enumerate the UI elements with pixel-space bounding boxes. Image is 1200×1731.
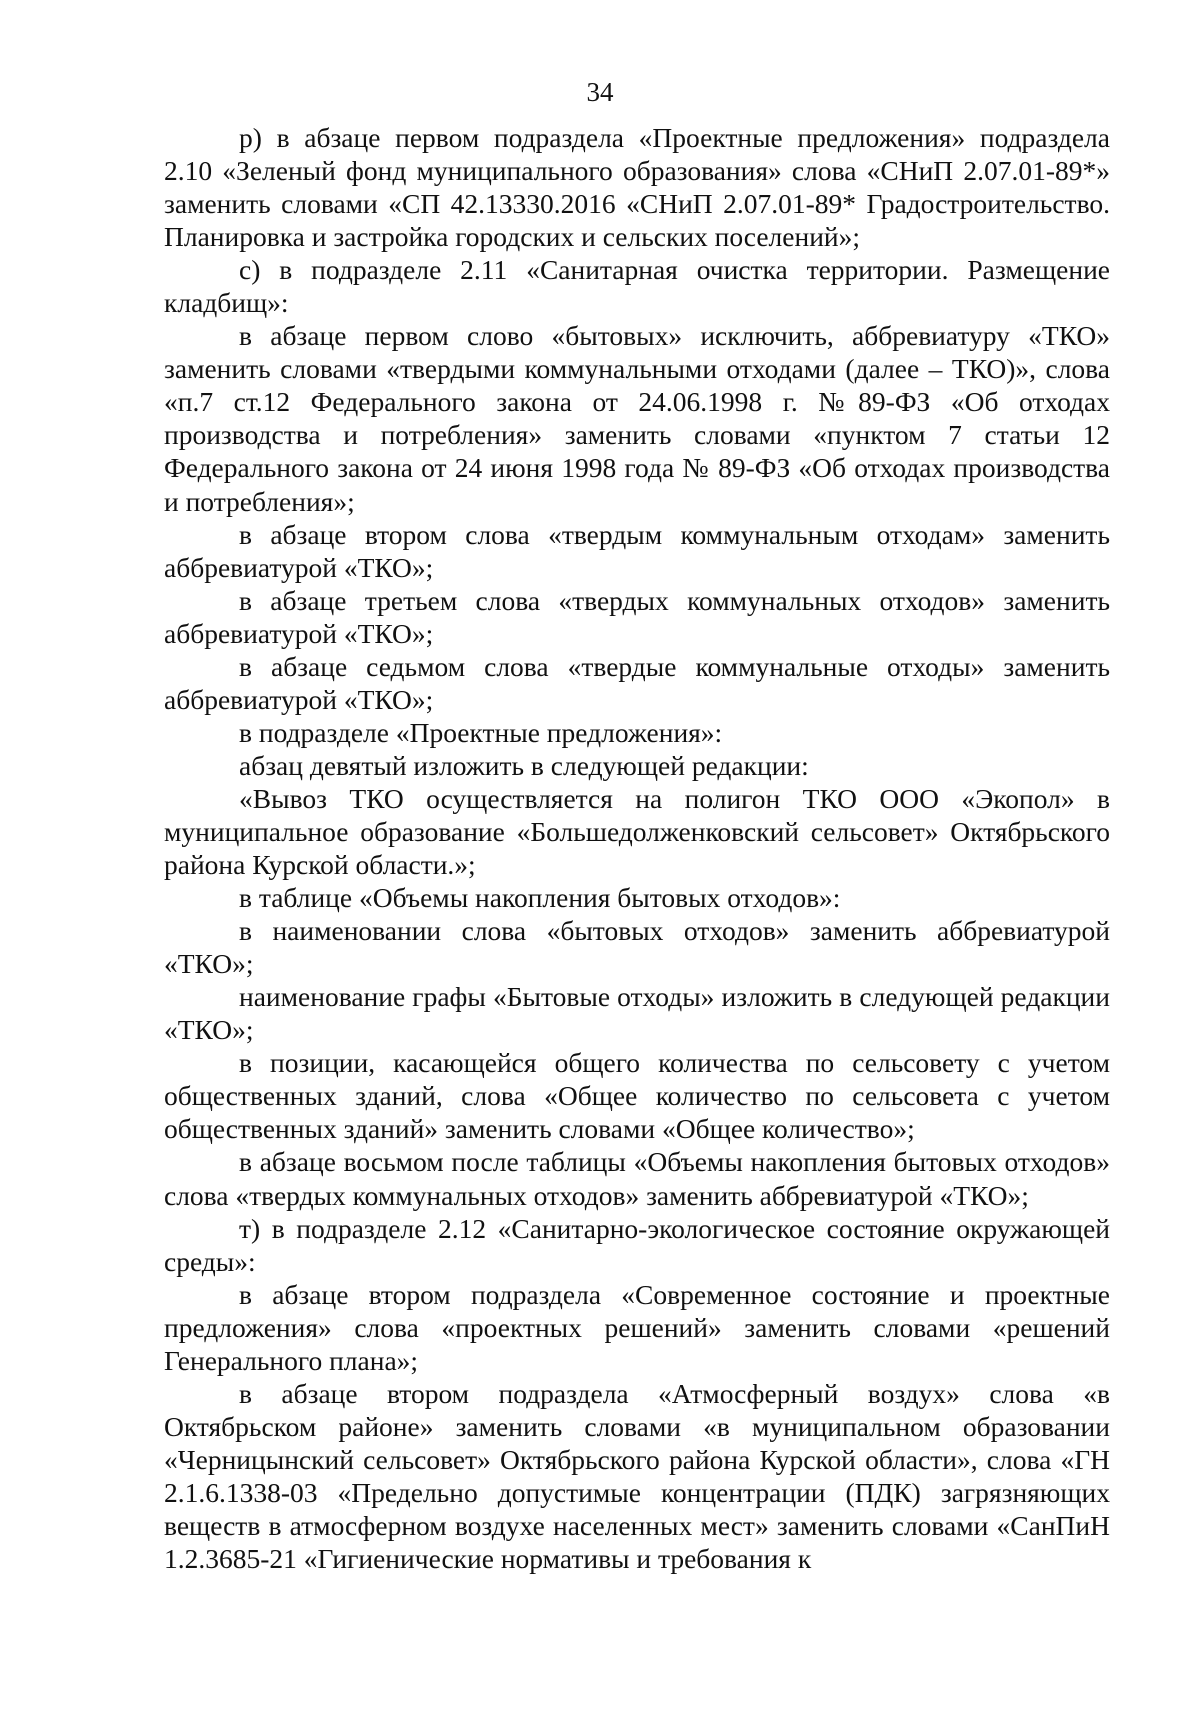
paragraph-t: т) в подразделе 2.12 «Санитарно-экологическое состояние окружающей среды»: [164,1212,1110,1277]
paragraph-total-position: в позиции, касающейся общего количества по сельсовету с учетом общественных зданий, слова «Общее количество по сельсовета с учетом общественных зданий» заменить словами «Общее количество»; [164,1047,1110,1145]
paragraph-s: с) в подразделе 2.11 «Санитарная очистка территории. Размещение кладбищ»: [164,254,1110,319]
paragraph-r: р) в абзаце первом подраздела «Проектные предложения» подраздела 2.10 «Зеленый фонд муниципального образования» слова «СНиП 2.07.01-89*» заменить словами «СП 42.13330.2016 «СНиП 2.07.01-89* Градостроительство. Планировка и застройка городских и сельских поселений»; [164,122,1110,253]
page-number: 34 [586,77,614,107]
paragraph-eighth-after-table: в абзаце восьмом после таблицы «Объемы накопления бытовых отходов» слова «твердых коммунальных отходов» заменить аббревиатурой «ТКО»; [164,1146,1110,1211]
document-body [164,121,1110,1575]
paragraph-column-name: наименование графы «Бытовые отходы» изложить в следующей редакции «ТКО»; [164,981,1110,1046]
paragraph-tko-third: в абзаце третьем слова «твердых коммунальных отходов» заменить аббревиатурой «ТКО»; [164,584,1110,649]
paragraph-table: в таблице «Объемы накопления бытовых отходов»: [239,882,841,914]
paragraph-ninth-wording: абзац девятый изложить в следующей редакции: [239,749,809,781]
paragraph-tko-seventh: в абзаце седьмом слова «твердые коммунальные отходы» заменить аббревиатурой «ТКО»; [164,650,1110,715]
paragraph-table-name: в наименовании слова «бытовых отходов» заменить аббревиатурой «ТКО»; [164,915,1110,980]
paragraph-tko-second: в абзаце втором слова «твердым коммунальным отходам» заменить аббревиатурой «ТКО»; [164,518,1110,583]
paragraph-current-state: в абзаце втором подраздела «Современное состояние и проектные предложения» слова «проектных решений» заменить словами «решений Генерального плана»; [164,1278,1110,1376]
paragraph-quoted-ninth: «Вывоз ТКО осуществляется на полигон ТКО ООО «Экопол» в муниципальное образование «Большедолженковский сельсовет» Октябрьского района Курской области.»; [164,782,1110,881]
paragraph-project-proposals: в подразделе «Проектные предложения»: [239,716,723,748]
paragraph-tko-first: в абзаце первом слово «бытовых» исключить, аббревиатуру «ТКО» заменить словами «твердыми коммунальными отходами (далее – ТКО)», слова «п.7 ст.12 Федерального закона от 24.06.1998 г. №89-ФЗ «Об отходах производства и потребления» заменить словами «пунктом 7 статьи 12 Федерального закона от 24 июня 1998 года № 89-ФЗ «Об отходах производства и потребления»; [164,320,1110,517]
paragraph-atmospheric-air: в абзаце втором подраздела «Атмосферный воздух» слова «в Октябрьском районе» заменить словами «в муниципальном образовании «Черницынский сельсовет» Октябрьского района Курской области», слова «ГН 2.1.6.1338-03 «Предельно допустимые концентрации (ПДК) загрязняющих веществ в атмосферном воздухе населенных мест» заменить словами «СанПиН 1.2.3685-21 «Гигиенические нормативы и требования к [164,1377,1110,1575]
